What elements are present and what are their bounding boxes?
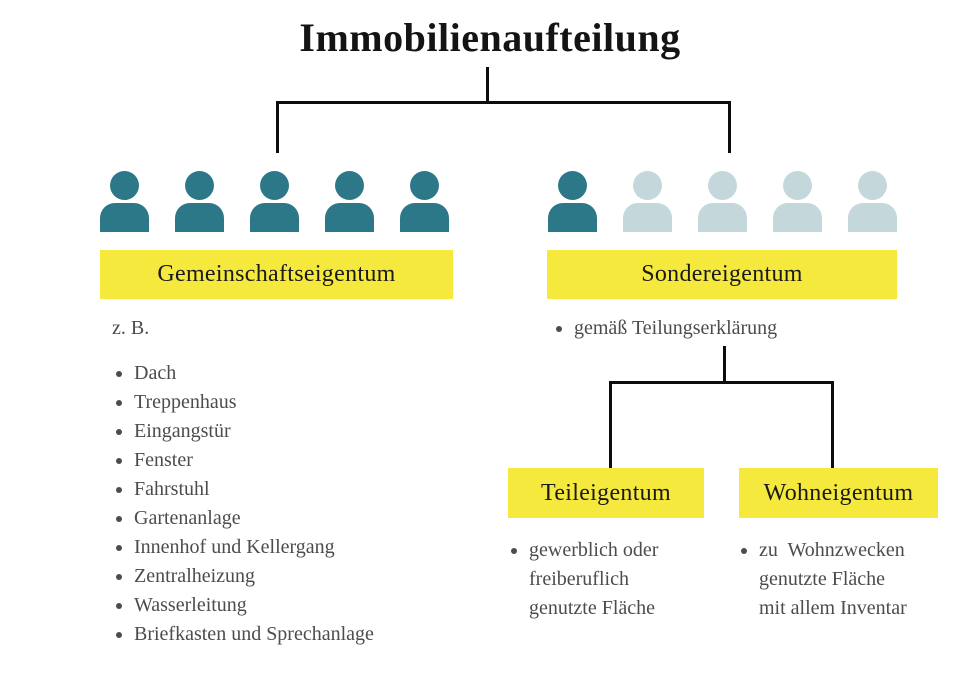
page-title: Immobilienaufteilung [299, 15, 681, 60]
bullet-icon [556, 326, 562, 332]
person-icon [698, 171, 747, 232]
wohneigentum-description [741, 536, 907, 623]
label-wohneigentum: Wohneigentum [739, 468, 938, 518]
bullet-icon [116, 371, 122, 377]
connector-main-horizontal [276, 101, 731, 104]
connector-sonder-stub [723, 346, 726, 384]
connector-sub-horizontal [609, 381, 834, 384]
connector-teileigentum-drop [609, 381, 612, 468]
sonder-note-text: gemäß Teilungserklärung [574, 317, 778, 339]
people-group-gemeinschaft [100, 171, 449, 232]
bullet-icon [116, 487, 122, 493]
label-gemeinschaftseigentum: Gemeinschaftseigentum [100, 250, 453, 299]
connector-left-drop [276, 101, 279, 153]
person-icon [100, 171, 149, 232]
person-icon [773, 171, 822, 232]
label-teileigentum: Teileigentum [508, 468, 704, 518]
bullet-icon [511, 548, 517, 554]
teileigentum-description [511, 536, 658, 623]
person-icon [848, 171, 897, 232]
list-item: Treppenhaus [116, 388, 374, 417]
list-item: Gartenanlage [116, 504, 374, 533]
label-sondereigentum: Sondereigentum [547, 250, 897, 299]
bullet-icon [116, 516, 122, 522]
connector-right-drop [728, 101, 731, 153]
bullet-icon [116, 545, 122, 551]
list-item: Innenhof und Kellergang [116, 533, 374, 562]
bullet-icon [116, 400, 122, 406]
bullet-icon [116, 458, 122, 464]
bullet-icon [116, 429, 122, 435]
bullet-icon [116, 603, 122, 609]
person-icon [250, 171, 299, 232]
connector-wohneigentum-drop [831, 381, 834, 468]
list-item: Dach [116, 359, 374, 388]
list-item: Eingangstür [116, 417, 374, 446]
people-group-sonder [548, 171, 897, 232]
list-item: Fahrstuhl [116, 475, 374, 504]
list-item: Briefkasten und Sprechanlage [116, 620, 374, 649]
person-icon [325, 171, 374, 232]
teileigentum-description-text: gewerblich oder freiberuflich genutzte Fläche [529, 539, 659, 619]
list-item: Zentralheizung [116, 562, 374, 591]
left-intro: z. B. [112, 317, 150, 339]
person-icon [175, 171, 224, 232]
person-icon [623, 171, 672, 232]
person-icon [548, 171, 597, 232]
wohneigentum-description-text: zu Wohnzwecken genutzte Fläche mit allem Inventar [759, 539, 907, 619]
bullet-icon [116, 632, 122, 638]
connector-title-stub [486, 67, 489, 104]
gemeinschaft-list [116, 359, 374, 649]
bullet-icon [741, 548, 747, 554]
person-icon [400, 171, 449, 232]
list-item: Fenster [116, 446, 374, 475]
sonder-note [556, 314, 777, 343]
list-item: Wasserleitung [116, 591, 374, 620]
bullet-icon [116, 574, 122, 580]
